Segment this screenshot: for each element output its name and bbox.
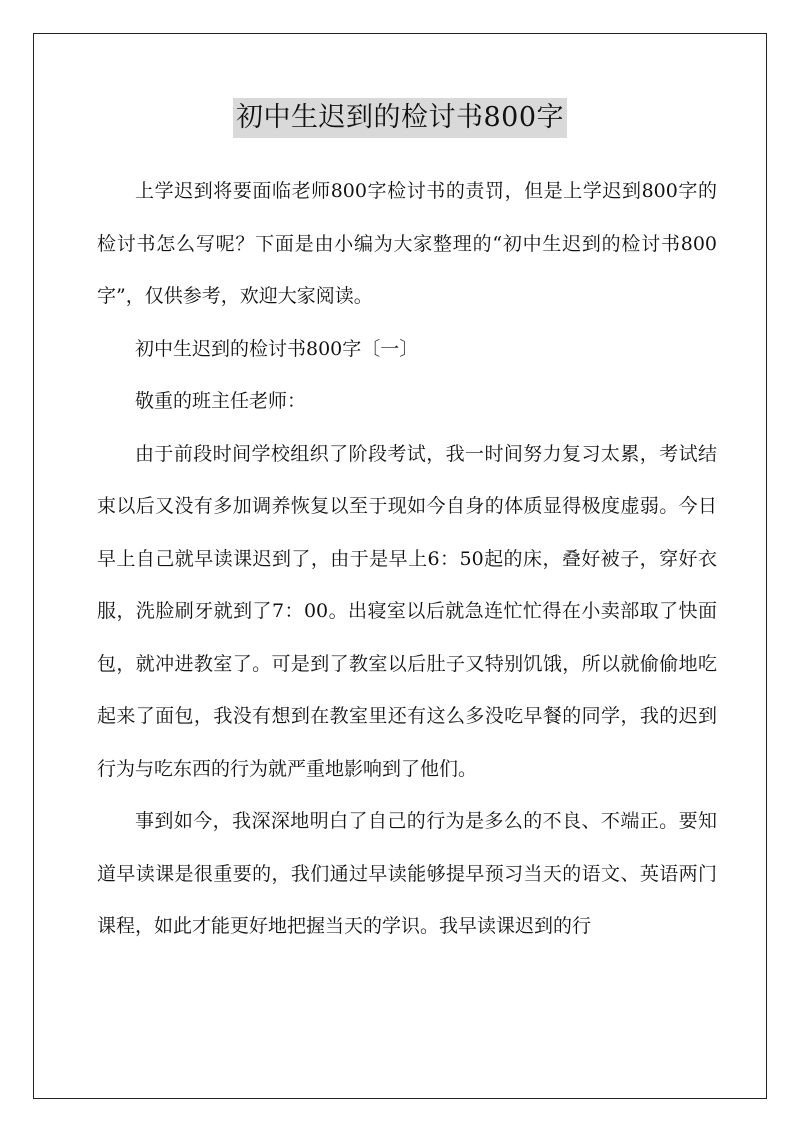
salutation: 敬重的班主任老师：	[135, 390, 307, 412]
document-body	[97, 165, 717, 953]
document-title: 初中生迟到的检讨书800字	[233, 98, 567, 138]
title-container	[0, 98, 800, 138]
body-paragraph: 事到如今，我深深地明白了自己的行为是多么的不良、不端正。要知道早读课是很重要的，我们通过早读能够提早预习当天的语文、英语两门课程，如此才能更好地把握当天的学识。我早读课迟到的行	[97, 810, 717, 937]
section-heading: 初中生迟到的检讨书800字〔一〕	[135, 337, 419, 360]
body-paragraph: 由于前段时间学校组织了阶段考试，我一时间努力复习太累，考试结束以后又没有多加调养恢复以至于现如今自身的体质显得极度虚弱。今日早上自己就早读课迟到了，由于是早上6：50起的床，叠好被子，穿好衣服，洗脸刷牙就到了7：00。出寝室以后就急连忙忙得在小卖部取了快面包，就冲进教室了。可是到了教室以后肚子又特别饥饿，所以就偷偷地吃起来了面包，我没有想到在教室里还有这么多没吃早餐的同学，我的迟到行为与吃东西的行为就严重地影响到了他们。	[97, 442, 717, 780]
intro-paragraph: 上学迟到将要面临老师800字检讨书的责罚，但是上学迟到800字的检讨书怎么写呢？下面是由小编为大家整理的“初中生迟到的检讨书800字”，仅供参考，欢迎大家阅读。	[97, 180, 717, 307]
